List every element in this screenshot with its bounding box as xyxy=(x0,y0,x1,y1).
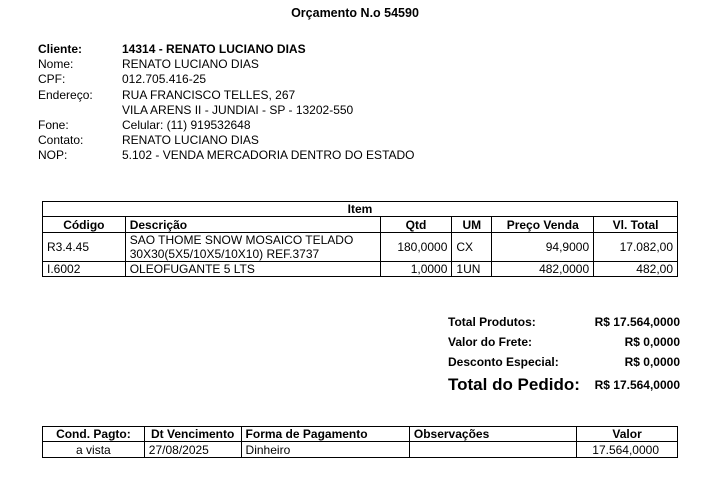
document-title: Orçamento N.o 54590 xyxy=(291,6,419,20)
header-forma-pagamento: Forma de Pagamento xyxy=(241,427,409,442)
payment-valor: 17.564,0000 xyxy=(577,442,678,458)
total-produtos-value: R$ 17.564,0000 xyxy=(594,315,680,329)
payment-obs xyxy=(409,442,576,458)
valor-frete-value: R$ 0,0000 xyxy=(624,335,680,349)
header-qtd: Qtd xyxy=(380,217,452,233)
table-row xyxy=(43,233,678,262)
item-descricao xyxy=(125,233,380,262)
endereco-line2: VILA ARENS II - JUNDIAI - SP - 13202-550 xyxy=(122,102,354,117)
items-header-row xyxy=(43,217,678,233)
table-row xyxy=(43,262,678,277)
items-caption: Item xyxy=(43,202,678,217)
item-codigo: R3.4.45 xyxy=(43,233,126,262)
endereco-line1: RUA FRANCISCO TELLES, 267 xyxy=(122,87,296,102)
cliente-label: Cliente: xyxy=(38,42,83,56)
nop-label: NOP: xyxy=(38,148,68,163)
endereco-label: Endereço: xyxy=(38,87,93,102)
item-preco: 482,0000 xyxy=(492,262,594,277)
total-pedido-label: Total do Pedido: xyxy=(448,375,580,394)
fone-label: Fone: xyxy=(38,118,69,133)
total-produtos-label: Total Produtos: xyxy=(448,315,536,329)
header-valor: Valor xyxy=(577,427,678,442)
item-descricao: OLEOFUGANTE 5 LTS xyxy=(125,262,380,277)
item-um: CX xyxy=(452,233,492,262)
totals-block xyxy=(448,312,680,398)
payments-header-row xyxy=(43,427,678,442)
nop-value: 5.102 - VENDA MERCADORIA DENTRO DO ESTADO xyxy=(122,148,415,163)
header-preco: Preço Venda xyxy=(492,217,594,233)
item-descricao-line1: SAO THOME SNOW MOSAICO TELADO xyxy=(129,233,354,247)
total-produtos-row xyxy=(448,312,680,332)
item-qtd: 1,0000 xyxy=(380,262,452,277)
item-total: 482,00 xyxy=(594,262,678,277)
item-um: 1UN xyxy=(452,262,492,277)
items-table xyxy=(42,201,678,277)
header-descricao: Descrição xyxy=(125,217,380,233)
header-cond-pagto: Cond. Pagto: xyxy=(43,427,145,442)
client-row xyxy=(38,42,415,57)
header-total: Vl. Total xyxy=(594,217,678,233)
nop-row xyxy=(38,148,415,163)
item-codigo: I.6002 xyxy=(43,262,126,277)
nome-row xyxy=(38,57,415,72)
fone-value: Celular: (11) 919532648 xyxy=(122,118,251,133)
payments-table xyxy=(42,426,678,458)
contato-value: RENATO LUCIANO DIAS xyxy=(122,133,259,148)
total-pedido-value: R$ 17.564,0000 xyxy=(594,378,680,392)
total-pedido-row xyxy=(448,372,680,398)
endereco-row-2 xyxy=(38,103,415,118)
cpf-label: CPF: xyxy=(38,72,66,87)
nome-value: RENATO LUCIANO DIAS xyxy=(122,57,259,72)
desconto-value: R$ 0,0000 xyxy=(624,355,680,369)
client-info xyxy=(38,42,415,164)
cliente-value: 14314 - RENATO LUCIANO DIAS xyxy=(122,42,306,56)
contato-label: Contato: xyxy=(38,133,84,148)
endereco-row xyxy=(38,88,415,103)
item-qtd: 180,0000 xyxy=(380,233,452,262)
nome-label: Nome: xyxy=(38,57,74,72)
cpf-row xyxy=(38,72,415,87)
payment-vencimento: 27/08/2025 xyxy=(144,442,241,458)
desconto-label: Desconto Especial: xyxy=(448,355,559,369)
contato-row xyxy=(38,133,415,148)
items-caption-row xyxy=(43,202,678,217)
payment-cond: a vista xyxy=(43,442,145,458)
fone-row xyxy=(38,118,415,133)
header-dt-vencimento: Dt Vencimento xyxy=(144,427,241,442)
valor-frete-label: Valor do Frete: xyxy=(448,335,533,349)
desconto-row xyxy=(448,352,680,372)
table-row xyxy=(43,442,678,458)
header-um: UM xyxy=(452,217,492,233)
header-codigo: Código xyxy=(43,217,126,233)
item-total: 17.082,00 xyxy=(594,233,678,262)
item-descricao-line2: 30X30(5X5/10X5/10X10) REF.3737 xyxy=(129,247,320,261)
header-observacoes: Observações xyxy=(409,427,576,442)
valor-frete-row xyxy=(448,332,680,352)
cpf-value: 012.705.416-25 xyxy=(122,72,207,87)
item-preco: 94,9000 xyxy=(492,233,594,262)
payment-forma: Dinheiro xyxy=(241,442,409,458)
